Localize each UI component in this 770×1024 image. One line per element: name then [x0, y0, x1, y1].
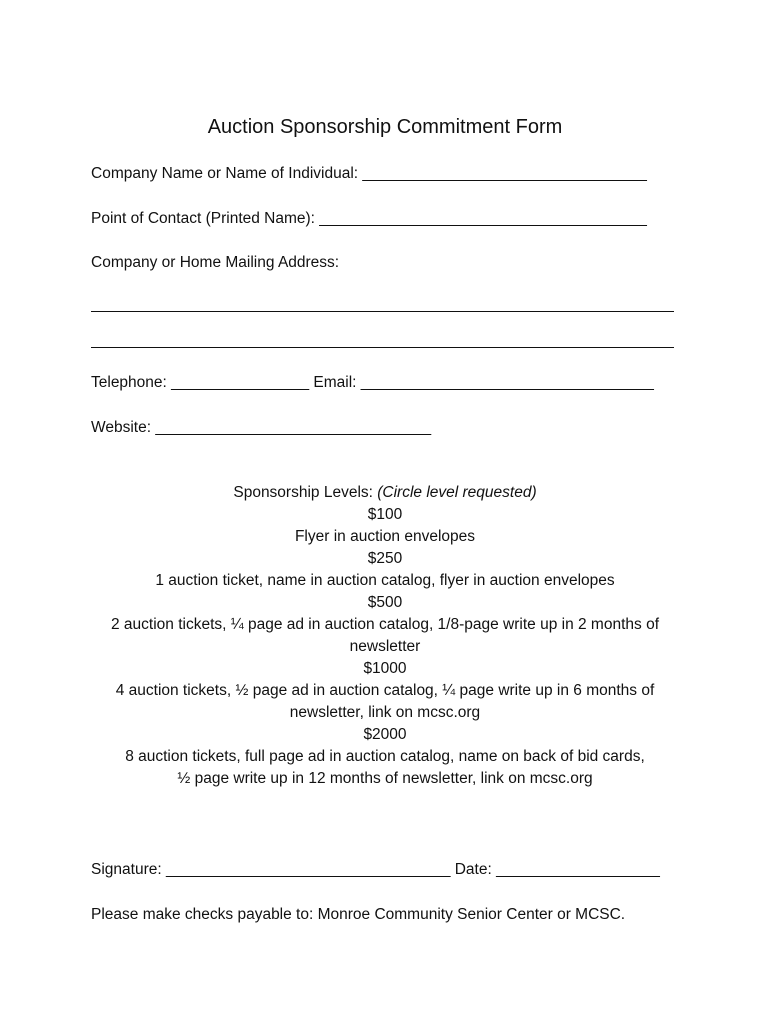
phone-email-field[interactable]: Telephone: ________________ Email: __________________________________ — [91, 374, 654, 391]
sponsorship-heading-label: Sponsorship Levels: — [233, 484, 378, 501]
level-250-amount[interactable]: $250 — [367, 550, 403, 567]
signature-date-field[interactable]: Signature: _________________________________ Date: ___________________ — [91, 861, 660, 878]
level-1000-desc-1: 4 auction tickets, ½ page ad in auction catalog, ¼ page write up in 6 months of — [115, 682, 655, 699]
website-field[interactable]: Website: ________________________________ — [91, 419, 432, 436]
level-2000-amount[interactable]: $2000 — [363, 726, 407, 743]
sponsorship-heading-note: (Circle level requested) — [377, 484, 537, 501]
level-2000-desc-1: 8 auction tickets, full page ad in auction catalog, name on back of bid cards, — [125, 748, 645, 765]
level-2000-desc-2: ½ page write up in 12 months of newsletter, link on mcsc.org — [177, 770, 593, 787]
level-500-desc-2: newsletter — [349, 638, 421, 655]
contact-name-field[interactable]: Point of Contact (Printed Name): ______________________________________ — [91, 210, 647, 227]
sponsorship-heading — [70, 482, 700, 504]
level-1000-desc-2: newsletter, link on mcsc.org — [289, 704, 481, 721]
level-500-amount[interactable]: $500 — [367, 594, 403, 611]
address-line-2[interactable] — [91, 347, 674, 348]
sponsorship-levels — [70, 482, 700, 790]
level-1000-amount[interactable]: $1000 — [363, 660, 407, 677]
address-line-1[interactable] — [91, 311, 674, 312]
page-title: Auction Sponsorship Commitment Form — [207, 116, 563, 138]
level-250-desc: 1 auction ticket, name in auction catalog, flyer in auction envelopes — [155, 572, 615, 589]
address-label: Company or Home Mailing Address: — [91, 254, 340, 271]
company-name-field[interactable]: Company Name or Name of Individual: _________________________________ — [91, 165, 647, 182]
level-100-amount[interactable]: $100 — [367, 506, 403, 523]
level-100-desc: Flyer in auction envelopes — [294, 528, 476, 545]
level-500-desc-1: 2 auction tickets, ¼ page ad in auction catalog, 1/8-page write up in 2 months of — [110, 616, 659, 633]
payable-note: Please make checks payable to: Monroe Community Senior Center or MCSC. — [91, 906, 626, 923]
